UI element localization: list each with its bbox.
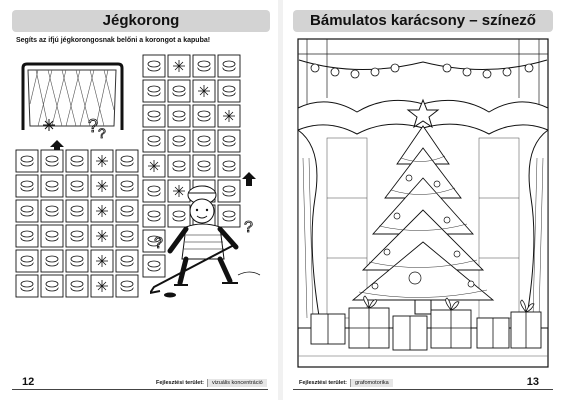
question-marks-icon	[152, 228, 172, 254]
instruction-text: Segíts az ifjú jégkorongosnak belőni a korongot a kapuba!	[16, 37, 211, 44]
puck-tile	[143, 80, 165, 102]
puck-tile	[193, 130, 215, 152]
skill-area-label	[296, 379, 393, 387]
page-number: 12	[22, 376, 35, 388]
puck-tile	[41, 250, 63, 272]
page-number: 13	[526, 376, 539, 388]
snowflake-tile	[193, 80, 215, 102]
skill-value: grafomotorika	[350, 379, 393, 387]
snowflake-tile	[91, 175, 113, 197]
right-page	[283, 0, 561, 400]
puck-tile	[168, 80, 190, 102]
puck-tile	[41, 175, 63, 197]
puck-tile	[16, 150, 38, 172]
puck-tile	[116, 200, 138, 222]
snowflake-tile	[91, 225, 113, 247]
page-title: Jégkorong	[12, 10, 270, 32]
snowflake-tile	[91, 275, 113, 297]
snowflake-tile	[143, 155, 165, 177]
snowflake-tile	[91, 200, 113, 222]
puck-tile	[168, 155, 190, 177]
puck-tile	[41, 200, 63, 222]
puck-tile	[16, 225, 38, 247]
puck-tile	[218, 55, 240, 77]
svg-text:?: ?	[88, 116, 99, 136]
footer-rule	[12, 389, 268, 390]
skill-label: Fejlesztési terület:	[299, 380, 347, 386]
skill-label: Fejlesztési terület:	[156, 380, 204, 386]
footer-rule	[293, 389, 553, 390]
puck-tile	[168, 105, 190, 127]
puck-tile	[41, 225, 63, 247]
puck-tile	[116, 150, 138, 172]
puck-tile	[168, 130, 190, 152]
puck-tile	[143, 55, 165, 77]
puck-tile	[116, 175, 138, 197]
question-marks-icon	[242, 212, 268, 240]
puck-tile	[193, 155, 215, 177]
snowflake-tile	[218, 105, 240, 127]
snowflake-tile	[91, 250, 113, 272]
puck-tile	[16, 200, 38, 222]
skill-area-label	[153, 379, 267, 387]
snowflake-tile	[91, 150, 113, 172]
christmas-coloring-illustration	[297, 38, 549, 368]
puck-tile	[116, 275, 138, 297]
puck-tile	[193, 55, 215, 77]
puck-tile	[116, 225, 138, 247]
svg-text:?: ?	[244, 219, 253, 236]
puck-tile	[41, 150, 63, 172]
puck-tile	[41, 275, 63, 297]
puck-tile	[16, 250, 38, 272]
skill-value: vizuális koncentráció	[207, 379, 267, 387]
puck-tile	[218, 80, 240, 102]
puck-tile	[66, 275, 88, 297]
puck-tile	[66, 200, 88, 222]
puck-tile	[66, 150, 88, 172]
puck-tile	[218, 130, 240, 152]
puck-tile	[66, 175, 88, 197]
snowflake-tile	[168, 55, 190, 77]
puck-tile	[143, 105, 165, 127]
puck-tile	[16, 175, 38, 197]
puck-tile	[193, 105, 215, 127]
puck-tile	[16, 275, 38, 297]
svg-text:?: ?	[98, 125, 106, 140]
puck-tile	[116, 250, 138, 272]
puck-tile	[143, 130, 165, 152]
puck-tile	[66, 250, 88, 272]
page-title: Bámulatos karácsony – színező	[293, 10, 553, 32]
puck-tile	[66, 225, 88, 247]
left-page	[0, 0, 278, 400]
svg-text:?: ?	[154, 235, 163, 252]
puck-tile	[218, 155, 240, 177]
